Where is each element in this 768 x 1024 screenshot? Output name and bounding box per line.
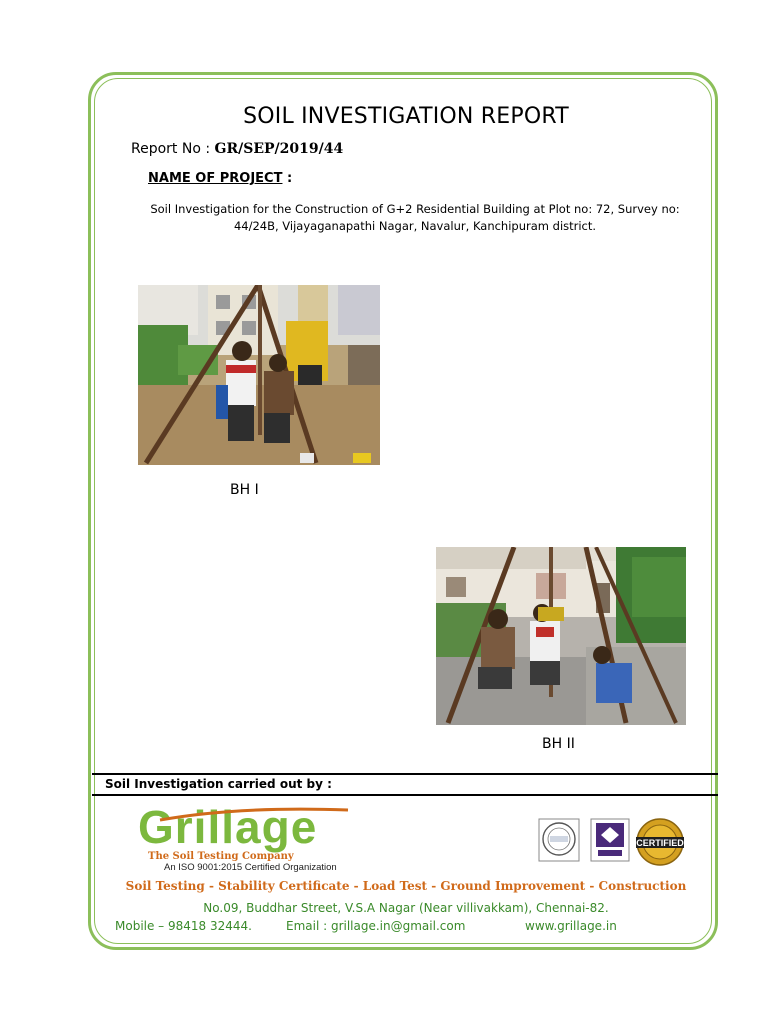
report-number: [131, 141, 343, 157]
photo-caption-2: BH II: [542, 736, 575, 752]
iso-certified-seal-icon: [538, 818, 580, 862]
rqb-certification-icon: [590, 818, 630, 862]
project-heading-colon: :: [287, 171, 293, 186]
project-heading: [148, 171, 292, 186]
services-list: Soil Testing - Stability Certificate - Load Test - Ground Improvement - Construction: [125, 879, 687, 893]
report-number-label: Report No :: [131, 141, 211, 157]
company-name: Grillage: [138, 801, 318, 853]
company-iso-text: An ISO 9001:2015 Certified Organization: [164, 862, 337, 873]
borehole-photo-2: [436, 547, 686, 725]
company-website[interactable]: www.grillage.in: [525, 919, 617, 933]
report-number-value: GR/SEP/2019/44: [214, 141, 344, 157]
company-tagline: The Soil Testing Company: [148, 851, 294, 862]
certified-gold-seal-icon: [634, 818, 686, 866]
carried-out-by-label: Soil Investigation carried out by :: [105, 777, 332, 791]
project-heading-label: NAME OF PROJECT: [148, 171, 283, 186]
borehole-photo-1: [138, 285, 380, 465]
logo-swoosh-icon: [158, 804, 378, 824]
report-title: SOIL INVESTIGATION REPORT: [243, 104, 569, 129]
company-address: No.09, Buddhar Street, V.S.A Nagar (Near villivakkam), Chennai-82.: [203, 901, 609, 915]
project-description: Soil Investigation for the Construction of G+2 Residential Building at Plot no: 72, Survey no: 44/24B, Vijayaganapathi Nagar, Navalur, Kanchipuram district.: [150, 202, 680, 233]
company-mobile: Mobile – 98418 32444.: [115, 919, 252, 933]
footer-top-rule: [92, 773, 718, 775]
certified-seal-text: CERTIFIED: [636, 838, 684, 848]
photo-caption-1: BH I: [230, 482, 259, 498]
company-email[interactable]: Email : grillage.in@gmail.com: [286, 919, 466, 933]
footer-bottom-rule: [92, 794, 718, 796]
